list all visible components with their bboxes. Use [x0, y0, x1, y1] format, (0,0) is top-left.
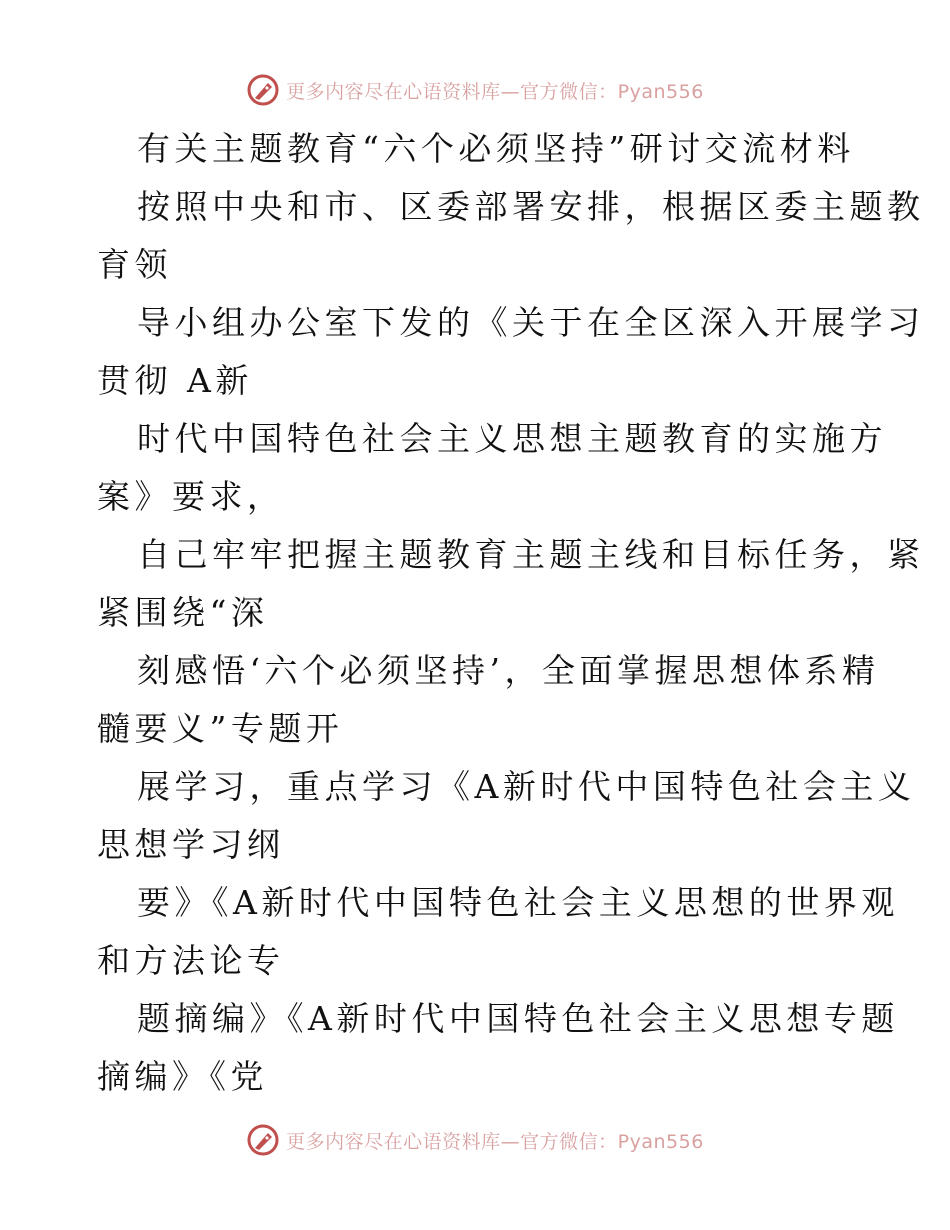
paragraph-line: 育领: [97, 245, 172, 284]
document-body: [97, 120, 925, 1106]
paragraph-line: 时代中国特色社会主义思想主题教育的实施方: [137, 419, 887, 458]
paragraph-line: 摘编》《党: [97, 1057, 268, 1096]
pen-nib-logo-icon: [246, 1123, 280, 1157]
header-watermark-banner: [0, 70, 950, 110]
paragraph-line: 和方法论专: [97, 941, 285, 980]
paragraph-line: 思想学习纲: [97, 825, 285, 864]
footer-banner-text: 更多内容尽在心语资料库—官方微信：Pyan556: [286, 1130, 704, 1153]
paragraph-line: 刻感悟‘六个必须坚持’，全面掌握思想体系精: [137, 651, 880, 690]
paragraph-line: 贯彻 A新: [97, 361, 253, 400]
header-banner-text: 更多内容尽在心语资料库—官方微信：Pyan556: [286, 80, 704, 103]
paragraph-line: 自己牢牢把握主题教育主题主线和目标任务，紧: [137, 535, 925, 574]
paragraph-line: 髓要义”专题开: [97, 709, 344, 748]
document-title: 有关主题教育“六个必须坚持”研讨交流材料: [137, 129, 855, 168]
paragraph-line: 按照中央和市、区委部署安排，根据区委主题教: [137, 187, 925, 226]
paragraph-line: 导小组办公室下发的《关于在全区深入开展学习: [137, 303, 925, 342]
paragraph-line: 案》要求，: [97, 477, 285, 516]
paragraph-line: 要》《A新时代中国特色社会主义思想的世界观: [137, 883, 899, 922]
paragraph-line: 题摘编》《A新时代中国特色社会主义思想专题: [137, 999, 899, 1038]
paragraph-line: 展学习，重点学习《A新时代中国特色社会主义: [137, 767, 916, 806]
pen-nib-logo-icon: [246, 73, 280, 107]
paragraph-line: 紧围绕“深: [97, 593, 269, 632]
footer-watermark-banner: [0, 1120, 950, 1160]
